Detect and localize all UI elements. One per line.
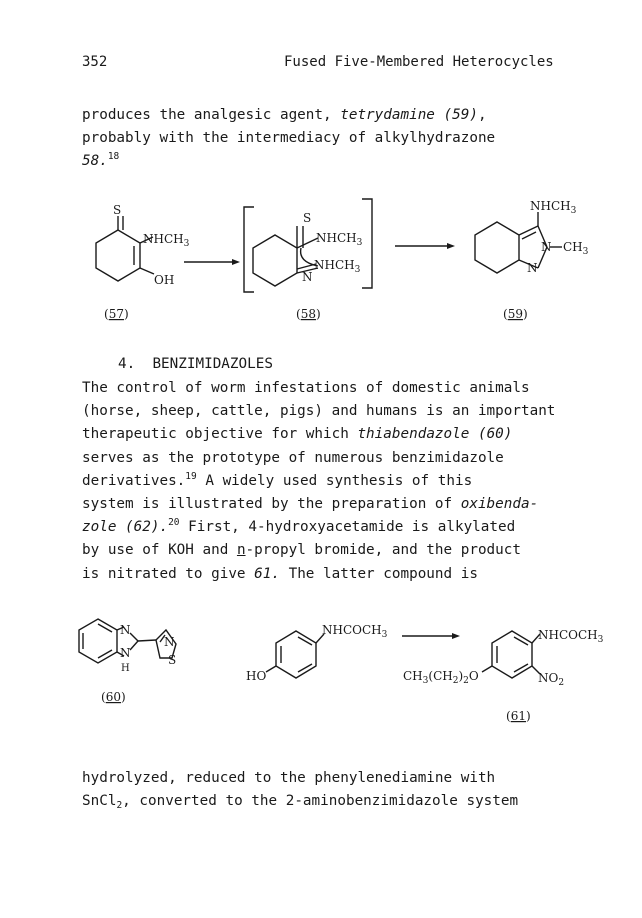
atom-label: S	[303, 211, 312, 225]
footnote-ref: 19	[185, 470, 197, 482]
atom-label: $CH_3$	[563, 240, 589, 257]
cyclohexane-ring	[475, 222, 519, 273]
benzene-ring	[79, 619, 117, 663]
section-title: BENZIMIDAZOLES	[152, 356, 273, 372]
atom-label: S	[113, 203, 122, 217]
atom-label: $NHCH_3$	[314, 258, 361, 275]
cyclohexane-ring	[253, 235, 297, 286]
compound-number: (59)	[503, 307, 528, 321]
compound-ref: 58.	[82, 153, 108, 170]
atom-label: HO	[246, 669, 267, 683]
section-heading	[118, 353, 273, 376]
text-line: SnCl	[82, 793, 117, 810]
atom-label: N	[302, 270, 313, 284]
atom-label: N	[164, 635, 175, 649]
footnote-ref: 18	[107, 151, 120, 163]
text-line: First, 4-hydroxyacetamide is alkylated	[179, 519, 516, 536]
text-line: (horse, sheep, cattle, pigs) and humans is an important	[82, 403, 556, 420]
benzene-ring	[492, 631, 532, 678]
compound-ref: 61.	[254, 565, 280, 582]
atom-label: $NHCOCH_3$	[322, 623, 388, 640]
atom-label: $NHCH_3$	[316, 231, 363, 248]
text-line: , converted to the 2-aminobenzimidazole system	[122, 793, 519, 810]
text-line: The latter compound is	[279, 565, 478, 582]
running-title: Fused Five-Membered Heterocycles	[284, 54, 554, 70]
reaction-scheme-2	[0, 600, 642, 740]
compound-number: (57)	[104, 307, 129, 321]
compound-name: tetrydamine (59)	[340, 107, 478, 123]
atom-label: $NO_2$	[538, 671, 565, 688]
atom-label: $NHCH_3$	[530, 199, 577, 216]
atom-label: $NHCH_3$	[143, 232, 190, 249]
section-number: 4.	[118, 356, 136, 372]
atom-label: N	[120, 623, 131, 637]
text-line: derivatives.	[82, 472, 186, 489]
compound-number: (58)	[296, 307, 321, 321]
text-line: serves as the prototype of numerous benzimidazole	[82, 449, 504, 466]
compound-name: thiabendazole (60)	[357, 426, 513, 443]
subscript: 2	[116, 800, 123, 812]
compound-name: oxibenda-	[460, 495, 539, 512]
paragraph-2	[82, 377, 555, 586]
text-line: -propyl bromide, and the product	[245, 542, 521, 559]
benzene-ring	[276, 631, 316, 678]
text-line: The control of worm infestations of domestic animals	[82, 380, 530, 396]
text-line: is nitrated to give	[82, 565, 255, 582]
atom-label: N	[541, 240, 552, 254]
text-line: by use of KOH and	[82, 542, 237, 559]
text-line: ,	[477, 107, 487, 123]
paragraph-3	[82, 767, 518, 813]
atom-label: $NHCOCH_3$	[538, 628, 604, 645]
atom-label: S	[168, 653, 177, 667]
paragraph-1	[82, 104, 495, 174]
compound-number: (60)	[101, 690, 126, 704]
compound-name: zole (62).	[82, 519, 169, 536]
footnote-ref: 20	[168, 517, 180, 529]
text-line: hydrolyzed, reduced to the phenylenediamine with	[82, 770, 496, 786]
prefix-n: n	[236, 542, 246, 559]
text-line: produces the analgesic agent,	[82, 107, 341, 123]
page-number: 352	[82, 54, 108, 70]
atom-label: OH	[154, 273, 175, 287]
text-line: therapeutic objective for which	[82, 426, 358, 443]
text-line: probably with the intermediacy of alkylhydrazone	[82, 130, 496, 147]
text-line: A widely used synthesis of this	[196, 472, 473, 489]
text-line: system is illustrated by the preparation of	[82, 495, 461, 512]
atom-label: $CH_3(CH_2)_2O$	[403, 669, 479, 686]
compound-number: (61)	[506, 709, 531, 723]
atom-label: H	[121, 663, 130, 674]
atom-label: N	[120, 646, 131, 660]
atom-label: N	[527, 261, 538, 275]
reaction-scheme-1	[0, 190, 642, 340]
